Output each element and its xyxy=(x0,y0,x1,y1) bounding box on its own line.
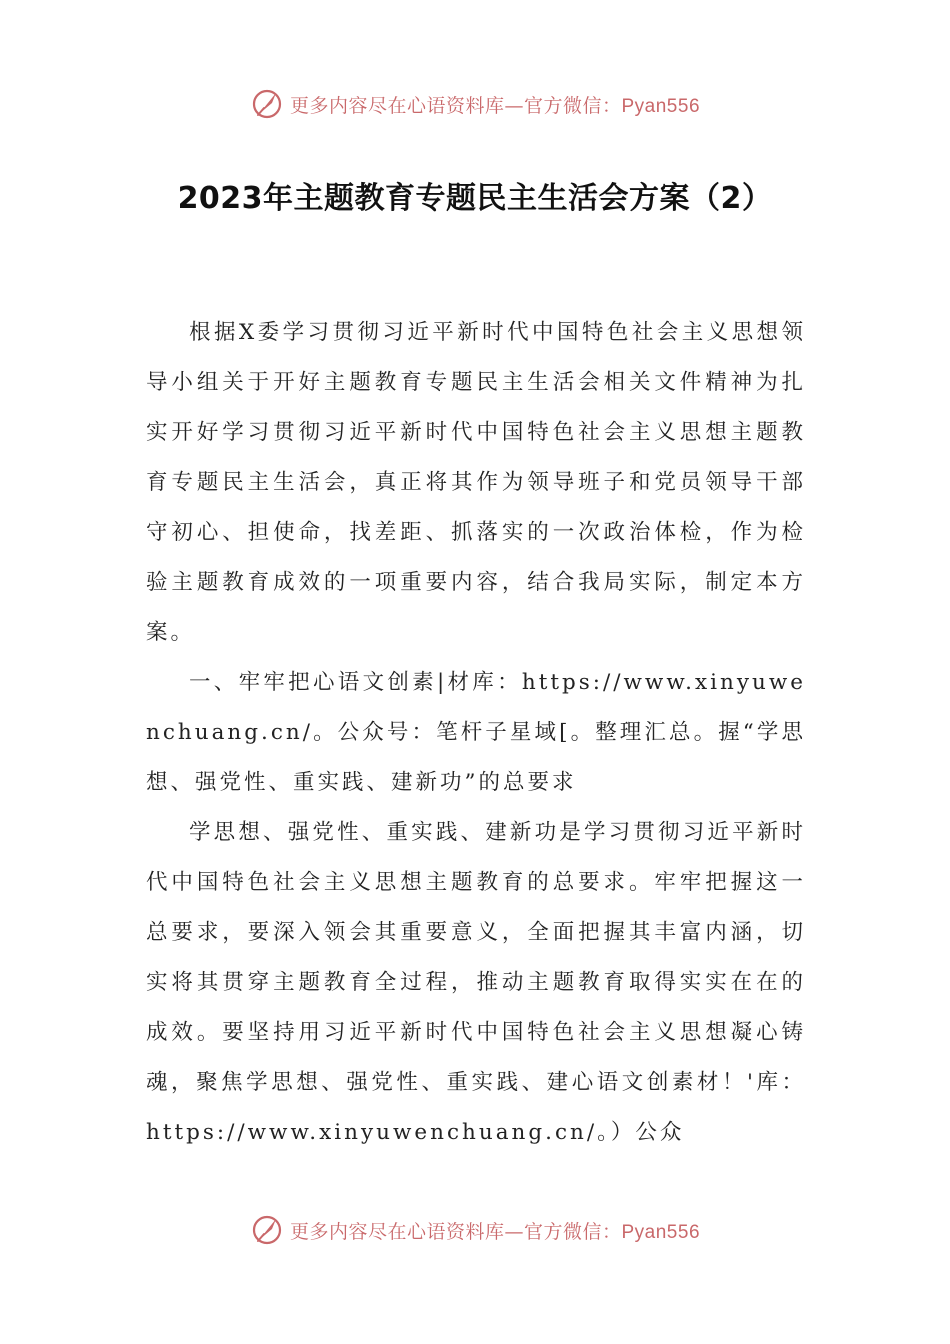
footer-banner xyxy=(0,1210,950,1250)
quill-logo-icon xyxy=(250,1213,284,1247)
paragraph: 根据X委学习贯彻习近平新时代中国特色社会主义思想领导小组关于开好主题教育专题民主生活会相关文件精神为扎实开好学习贯彻习近平新时代中国特色社会主义思想主题教育专题民主生活会，真正将其作为领导班子和党员领导干部守初心、担使命，找差距、抓落实的一次政治体检，作为检验主题教育成效的一项重要内容，结合我局实际，制定本方案。 xyxy=(146,320,806,645)
document-body xyxy=(146,308,806,1158)
document-title: 2023年主题教育专题民主生活会方案（2） xyxy=(177,181,773,216)
header-banner-text xyxy=(290,91,700,118)
paragraph: 学思想、强党性、重实践、建新功是学习贯彻习近平新时代中国特色社会主义思想主题教育的总要求。牢牢把握这一总要求，要深入领会其重要意义，全面把握其丰富内涵，切实将其贯穿主题教育全过程，推动主题教育取得实实在在的成效。要坚持用习近平新时代中国特色社会主义思想凝心铸魂，聚焦学思想、强党性、重实践、建心语文创素材！'库：https://www.xinyuwenchuang.cn/。）公众 xyxy=(146,820,806,1145)
header-separator: — xyxy=(504,94,524,117)
footer-separator: — xyxy=(504,1220,524,1243)
header-banner xyxy=(0,84,950,124)
header-site-text: 更多内容尽在心语资料库 xyxy=(289,94,505,117)
footer-site-text: 更多内容尽在心语资料库 xyxy=(289,1220,505,1243)
paragraph: 一、牢牢把心语文创素|材库：https://www.xinyuwenchuang.cn/。公众号：笔杆子星域[。整理汇总。握“学思想、强党性、重实践、建新功”的总要求 xyxy=(146,670,806,795)
header-wechat-text: 官方微信：Pyan556 xyxy=(524,95,701,117)
quill-logo-icon xyxy=(250,87,284,121)
footer-wechat-text: 官方微信：Pyan556 xyxy=(524,1221,701,1243)
footer-banner-text xyxy=(290,1217,700,1244)
